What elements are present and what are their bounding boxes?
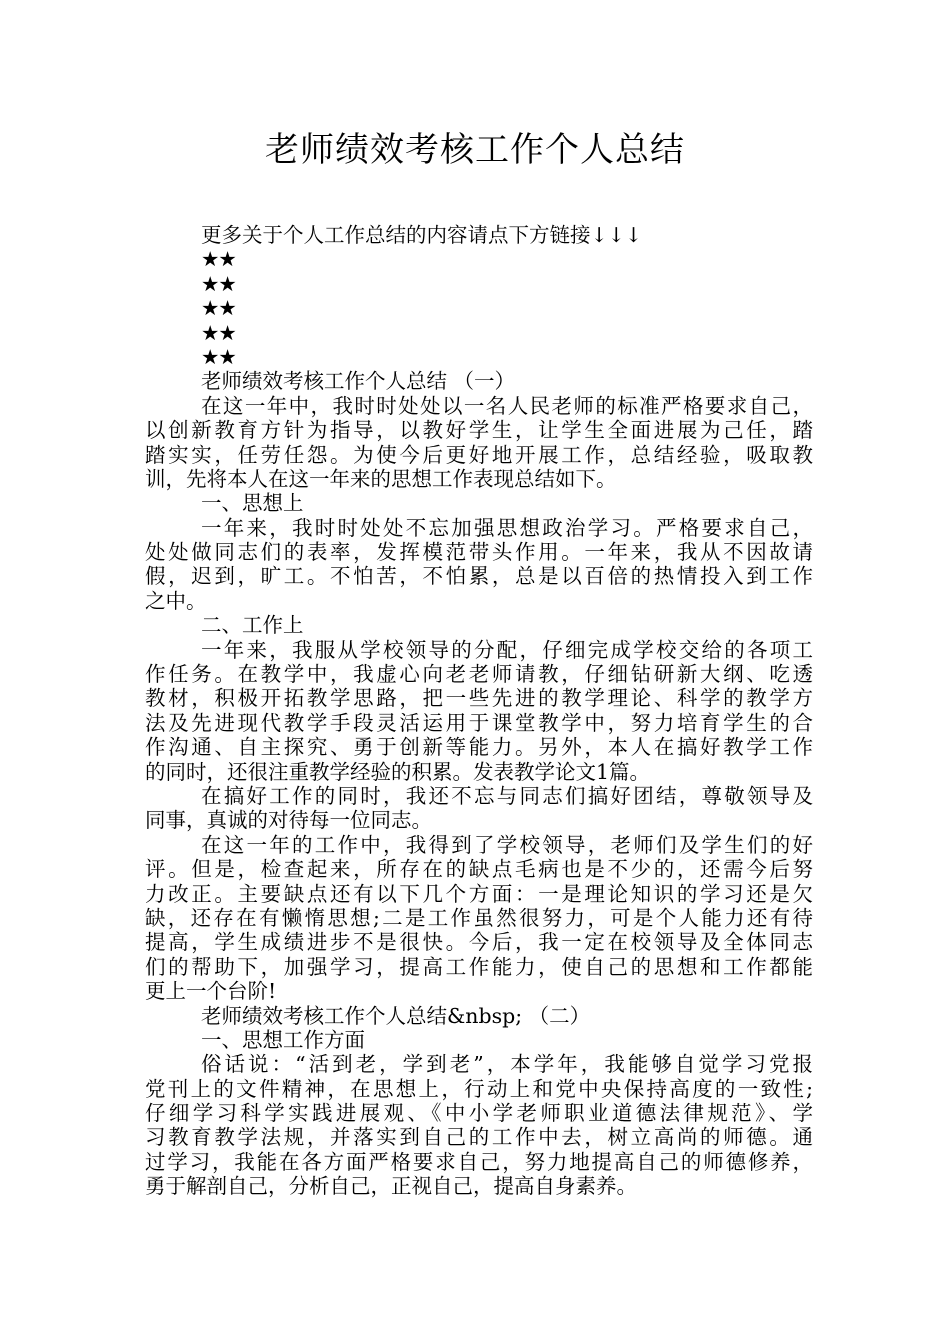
paragraph-line: 教材，积极开拓教学思路，把一些先进的教学理论、科学的教学方: [145, 686, 813, 711]
paragraph-line: 更上一个台阶!: [145, 979, 277, 1004]
paragraph-line: 党刊上的文件精神，在思想上，行动上和党中央保持高度的一致性;: [145, 1076, 813, 1101]
document-title: 老师绩效考核工作个人总结: [265, 130, 685, 170]
paragraph-line: 过学习，我能在各方面严格要求自己，努力地提高自己的师德修养，: [145, 1149, 813, 1174]
paragraph-line: 处处做同志们的表率，发挥模范带头作用。一年来，我从不因故请: [145, 540, 813, 565]
paragraph-line: 在这一年中，我时时处处以一名人民老师的标准严格要求自己，: [201, 393, 813, 418]
paragraph-line: 力改正。主要缺点还有以下几个方面：一是理论知识的学习还是欠: [145, 881, 813, 906]
paragraph-line: 习教育教学法规，并落实到自己的工作中去，树立高尚的师德。通: [145, 1125, 813, 1150]
star-decoration-line: ★★: [201, 247, 236, 272]
paragraph-line: 老师绩效考核工作个人总结 （一）: [201, 369, 516, 394]
paragraph-line: 更多关于个人工作总结的内容请点下方链接↓↓↓: [201, 223, 643, 247]
paragraph-line: 法及先进现代教学手段灵活运用于课堂教学中，努力培育学生的合: [145, 710, 813, 735]
paragraph-line: 之中。: [145, 588, 207, 613]
paragraph-line: 一年来，我时时处处不忘加强思想政治学习。严格要求自己，: [201, 515, 813, 540]
paragraph-line: 缺，还存在有懒惰思想;二是工作虽然很努力，可是个人能力还有待: [145, 905, 813, 930]
paragraph-line: 作沟通、自主探究、勇于创新等能力。另外，本人在搞好教学工作: [145, 735, 813, 760]
paragraph-line: 以创新教育方针为指导，以教好学生，让学生全面进展为己任，踏: [145, 418, 813, 443]
paragraph-line: 一、思想上: [201, 491, 304, 516]
paragraph-line: 二、工作上: [201, 613, 304, 638]
paragraph-line: 同事，真诚的对待每一位同志。: [145, 808, 432, 833]
paragraph-line: 假，迟到，旷工。不怕苦，不怕累，总是以百倍的热情投入到工作: [145, 564, 813, 589]
paragraph-line: 评。但是，检查起来，所存在的缺点毛病也是不少的，还需今后努: [145, 857, 813, 882]
paragraph-line: 仔细学习科学实践进展观、《中小学老师职业道德法律规范》、学: [145, 1101, 813, 1126]
document-body: [145, 223, 813, 1199]
star-decoration-line: ★★: [201, 271, 236, 296]
paragraph-line: 们的帮助下，加强学习，提高工作能力，使自己的思想和工作都能: [145, 954, 813, 979]
paragraph-line: 作任务。在教学中，我虚心向老老师请教，仔细钻研新大纲、吃透: [145, 662, 813, 687]
star-decoration-line: ★★: [201, 320, 236, 345]
paragraph-line: 提高，学生成绩进步不是很快。今后，我一定在校领导及全体同志: [145, 930, 813, 955]
paragraph-line: 一年来，我服从学校领导的分配，仔细完成学校交给的各项工: [201, 637, 813, 662]
paragraph-line: 在搞好工作的同时，我还不忘与同志们搞好团结，尊敬领导及: [201, 783, 813, 808]
paragraph-line: 勇于解剖自己，分析自己，正视自己，提高自身素养。: [145, 1174, 637, 1199]
paragraph-line: 的同时，还很注重教学经验的积累。发表教学论文1篇。: [145, 759, 651, 784]
paragraph-line: 踏实实，任劳任怨。为使今后更好地开展工作，总结经验，吸取教: [145, 442, 813, 467]
paragraph-line: 一、思想工作方面: [201, 1027, 365, 1052]
paragraph-line: 老师绩效考核工作个人总结&nbsp; （二）: [201, 1003, 591, 1028]
paragraph-line: 训，先将本人在这一年来的思想工作表现总结如下。: [145, 466, 617, 491]
star-decoration-line: ★★: [201, 344, 236, 369]
paragraph-line: 在这一年的工作中，我得到了学校领导，老师们及学生们的好: [201, 832, 813, 857]
star-decoration-line: ★★: [201, 296, 236, 321]
paragraph-line: 俗话说：“活到老，学到老”，本学年，我能够自觉学习党报: [201, 1052, 813, 1077]
